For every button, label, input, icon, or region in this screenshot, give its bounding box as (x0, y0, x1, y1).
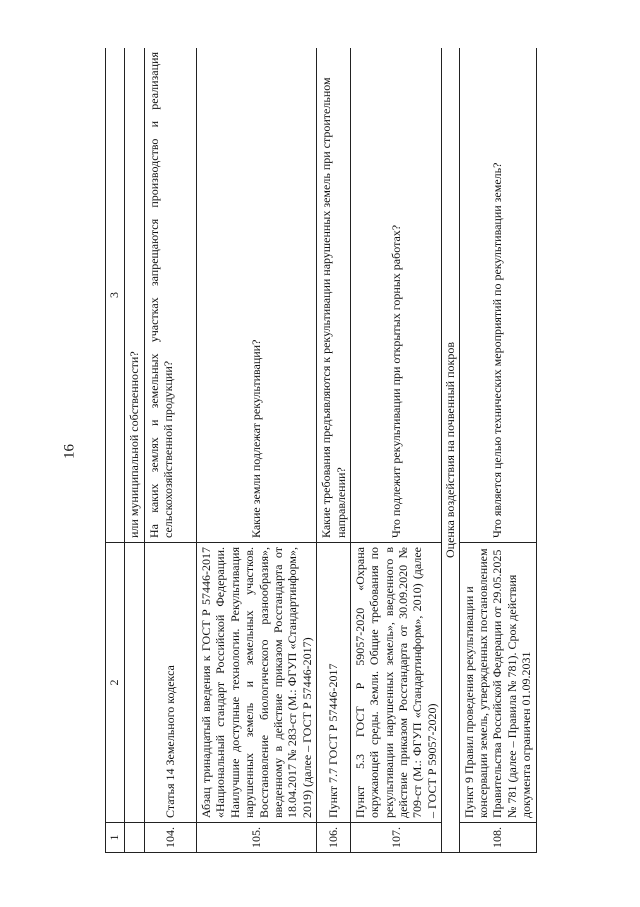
row-number: 106. (317, 823, 351, 853)
table-row (125, 48, 145, 853)
header-col-1: 1 (106, 823, 125, 853)
row-question: На каких землях и земельных участках запрещаются производство и реализация сельскохозяйственной продукции? (145, 48, 197, 543)
table-row (145, 48, 197, 853)
table-row (197, 48, 317, 853)
table-row (459, 48, 536, 853)
row-source: Абзац тринадцатый введения к ГОСТ Р 57446-2017 «Национальный стандарт Российской Федерации. Наилучшие доступные технологии. Рекультивация нарушенных земель и земельных участков. Восстановление биологического разнообразия», введенному в действие приказом Росстандарта от 18.04.2017 № 283-ст (М.: ФГУП «Стандартинформ», 2019) (далее – ГОСТ Р 57446-2017) (197, 543, 317, 823)
row-number: 104. (145, 823, 197, 853)
table-row (317, 48, 351, 853)
table-header-row (106, 48, 125, 853)
page-number: 16 (61, 444, 78, 459)
rotated-sheet (105, 48, 600, 853)
row-number: 107. (350, 823, 441, 853)
row-question: Какие земли подлежат рекультивации? (197, 48, 317, 543)
questions-table (105, 48, 537, 853)
row-question: Что подлежит рекультивации при открытых горных работах? (350, 48, 441, 543)
section-row (442, 48, 459, 853)
row-source: Статья 14 Земельного кодекса (145, 543, 197, 823)
rotated-table-container (105, 48, 600, 853)
row-question: Какие требования предъявляются к рекультивации нарушенных земель при строительном направлении? (317, 48, 351, 543)
row-number: 105. (197, 823, 317, 853)
row-question: Что является целью технических мероприятий по рекультивации земель? (459, 48, 536, 543)
row-source: Пункт 5.3 ГОСТ Р 59057-2020 «Охрана окружающей среды. Земли. Общие требования по рекультивации нарушенных земель», введенного в действие приказом Росстандарта от 30.09.2020 № 709-ст (М.: ФГУП «Стандартинформ», 2010) (далее – ГОСТ Р 59057-2020) (350, 543, 441, 823)
row-source (125, 543, 145, 823)
row-source: Пункт 7.7 ГОСТ Р 57446-2017 (317, 543, 351, 823)
row-question: или муниципальной собственности? (125, 48, 145, 543)
row-source: Пункт 9 Правил проведения рекультивации и консервации земель, утвержденных постановлением Правительства Российской Федерации от 29.05.2025 № 781 (далее – Правила № 781). Срок действия документа ограничен 01.09.2031 (459, 543, 536, 823)
row-number: 108. (459, 823, 536, 853)
header-col-2: 2 (106, 543, 125, 823)
table-row (350, 48, 441, 853)
header-col-3: 3 (106, 48, 125, 543)
row-number (125, 823, 145, 853)
section-title: Оценка воздействия на почвенный покров (442, 48, 459, 853)
